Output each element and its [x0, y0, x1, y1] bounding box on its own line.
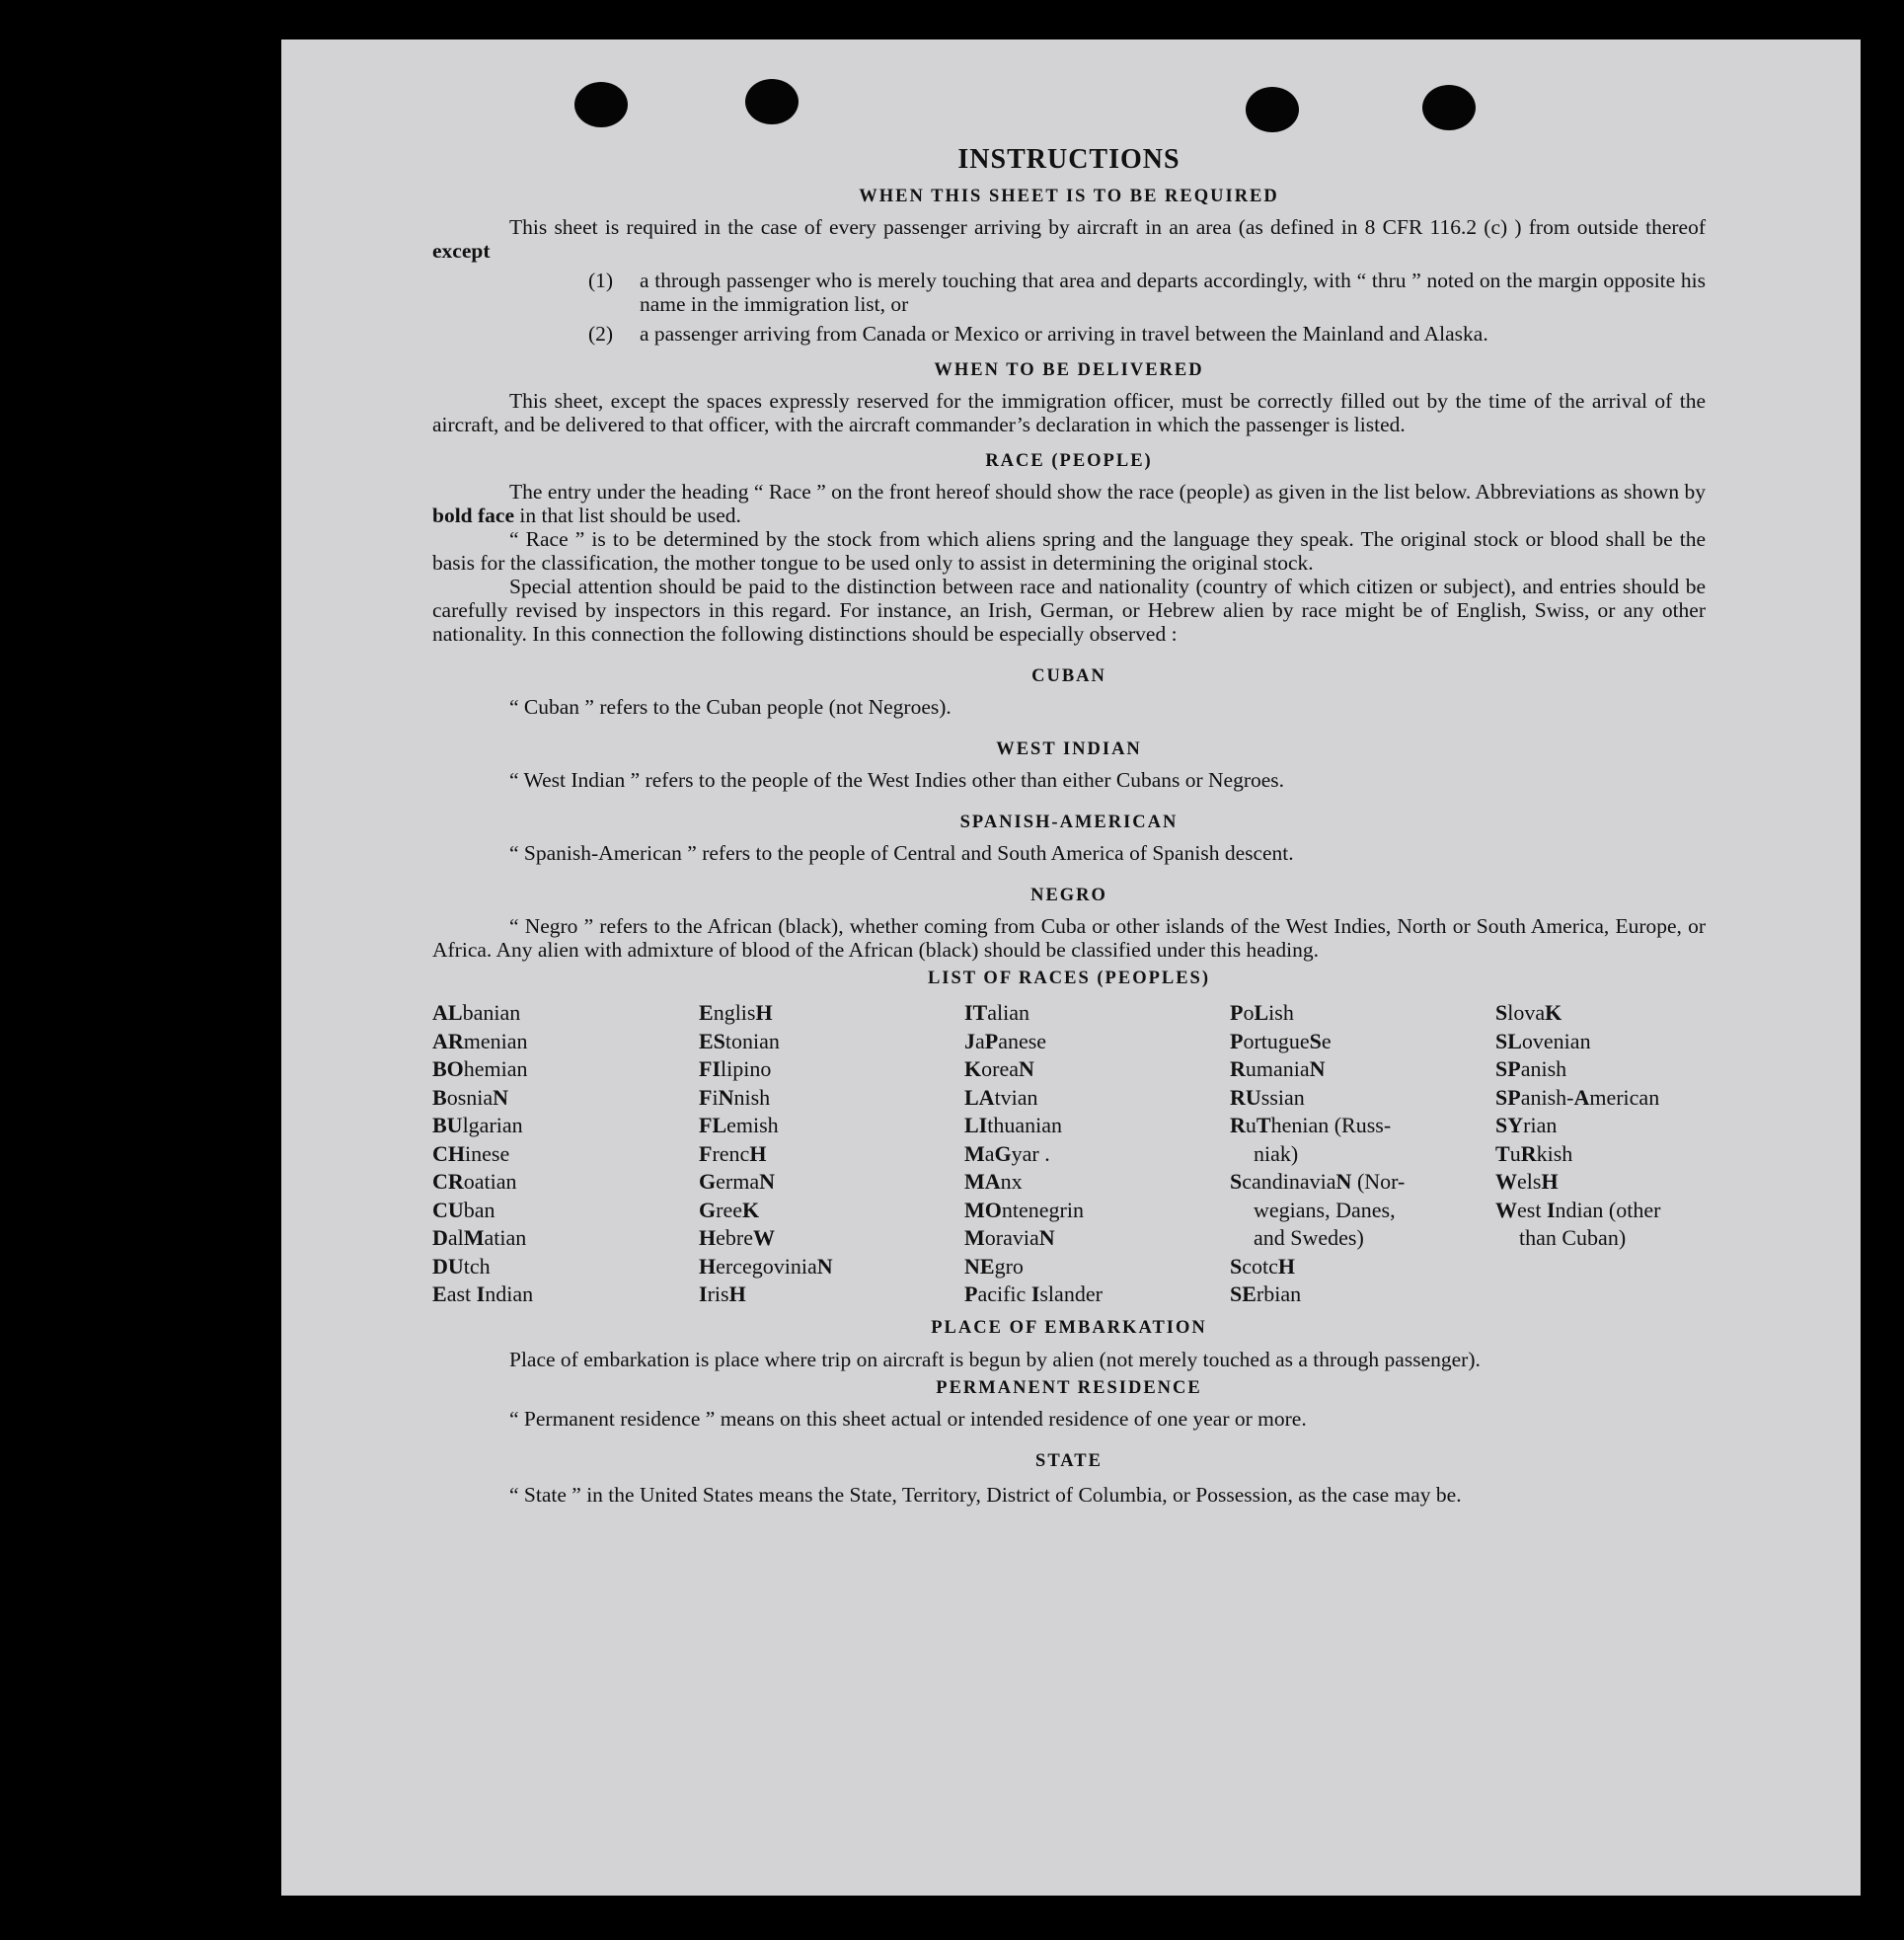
race-entry: SLovenian: [1495, 1028, 1591, 1053]
race-entry: HercegoviniaN: [699, 1253, 833, 1279]
paragraph: “ Negro ” refers to the African (black), whether coming from Cuba or other islands of the West Indies, North or South America, Europe, or Africa. Any alien with admixture of blood of the African (black) should be classified under this heading.: [432, 914, 1706, 962]
race-entry: ITalian: [964, 1000, 1030, 1025]
race-entry: TuRkish: [1495, 1140, 1573, 1166]
race-column: [1230, 999, 1495, 1309]
punch-hole: [1422, 85, 1476, 130]
race-entry: MaGyar .: [964, 1140, 1050, 1166]
race-entry: WelsH: [1495, 1169, 1559, 1194]
section-heading: RACE (PEOPLE): [985, 451, 1153, 471]
paragraph: Special attention should be paid to the distinction between race and nationality (country of which citizen or subject), and entries should be carefully revised by inspectors in this regard. For instance, an Irish, German, or Hebrew alien by race might be of English, Swiss, or any other nationality. In this connection the following distinctions should be especially observed :: [432, 575, 1706, 646]
section-heading: NEGRO: [1030, 886, 1107, 905]
race-entry: CRoatian: [432, 1169, 517, 1194]
race-entry: ScotcH: [1230, 1253, 1296, 1279]
race-entry: and Swedes): [1254, 1225, 1364, 1250]
race-list: [432, 999, 1706, 1309]
race-entry: niak): [1254, 1140, 1299, 1166]
race-entry: EnglisH: [699, 1000, 773, 1025]
paragraph: “ Permanent residence ” means on this sheet actual or intended residence of one year or more.: [509, 1406, 1307, 1431]
race-entry: than Cuban): [1519, 1225, 1627, 1250]
race-entry: DalMatian: [432, 1225, 527, 1250]
section-heading: LIST OF RACES (PEOPLES): [927, 969, 1211, 988]
race-entry: FLemish: [699, 1113, 779, 1137]
paragraph: “ Spanish-American ” refers to the people of Central and South America of Spanish descent.: [509, 841, 1294, 865]
race-entry: Pacific Islander: [964, 1281, 1103, 1306]
race-entry: SYrian: [1495, 1113, 1558, 1137]
race-entry: RuThenian (Russ-: [1230, 1113, 1392, 1137]
section-heading: STATE: [1035, 1450, 1103, 1471]
race-column: [964, 999, 1230, 1309]
race-entry: ALbanian: [432, 1000, 521, 1025]
section-heading: WEST INDIAN: [996, 739, 1142, 759]
race-entry: DUtch: [432, 1253, 491, 1279]
race-entry: SlovaK: [1495, 1000, 1562, 1025]
paragraph: “ West Indian ” refers to the people of the West Indies other than either Cubans or Negroes.: [509, 768, 1285, 792]
punch-hole: [1246, 87, 1299, 132]
race-entry: FrencH: [699, 1140, 767, 1166]
race-column: [699, 999, 964, 1309]
race-entry: wegians, Danes,: [1254, 1197, 1396, 1222]
race-entry: RumaniaN: [1230, 1056, 1326, 1081]
instructions-content: [432, 144, 1706, 1510]
paragraph: Place of embarkation is place where trip on aircraft is begun by alien (not merely touched as a through passenger).: [509, 1347, 1481, 1371]
race-entry: GermaN: [699, 1169, 775, 1194]
race-entry: HebreW: [699, 1225, 775, 1250]
race-entry: BUlgarian: [432, 1113, 523, 1137]
race-entry: MoraviaN: [964, 1225, 1055, 1250]
race-entry: BOhemian: [432, 1056, 528, 1081]
section-heading: PERMANENT RESIDENCE: [936, 1377, 1202, 1398]
race-entry: JaPanese: [964, 1028, 1047, 1053]
race-entry: FiNnish: [699, 1084, 771, 1110]
punch-hole: [745, 79, 799, 124]
race-entry: SPanish: [1495, 1056, 1567, 1081]
paragraph: “ Race ” is to be determined by the stock from which aliens spring and the language they speak. The original stock or blood shall be the basis for the classification, the mother tongue to be used only to assist in determining the original stock.: [432, 527, 1706, 575]
race-entry: RUssian: [1230, 1084, 1305, 1110]
section-heading: PLACE OF EMBARKATION: [931, 1317, 1207, 1338]
section-heading: CUBAN: [1031, 666, 1106, 686]
race-entry: LIthuanian: [964, 1113, 1063, 1137]
paragraph: The entry under the heading “ Race ” on the front hereof should show the race (people) as given in the list below. Abbreviations as shown by bold face in that list should be used.: [432, 480, 1706, 527]
race-entry: IrisH: [699, 1281, 746, 1306]
race-entry: SPanish-American: [1495, 1084, 1660, 1110]
document-sheet: [281, 39, 1861, 1896]
race-entry: MOntenegrin: [964, 1197, 1084, 1222]
race-column: [1495, 999, 1706, 1309]
section-heading: WHEN THIS SHEET IS TO BE REQUIRED: [859, 187, 1279, 206]
list-item: (2) a passenger arriving from Canada or Mexico or arriving in travel between the Mainland and Alaska.: [588, 322, 1488, 346]
race-entry: ScandinaviaN (Nor-: [1230, 1169, 1406, 1194]
list-item: (1) a through passenger who is merely touching that area and departs accordingly, with “ thru ” noted on the margin opposite his name in the immigration list, or: [588, 269, 1706, 316]
punch-hole: [574, 82, 628, 127]
race-entry: CUban: [432, 1197, 495, 1222]
race-entry: KoreaN: [964, 1056, 1034, 1081]
race-entry: EStonian: [699, 1028, 780, 1053]
race-entry: FIlipino: [699, 1056, 772, 1081]
race-entry: GreeK: [699, 1197, 760, 1222]
race-entry: SErbian: [1230, 1281, 1302, 1306]
paragraph: This sheet is required in the case of every passenger arriving by aircraft in an area (as defined in 8 CFR 116.2 (c) ) from outside thereof except: [432, 215, 1706, 263]
race-entry: PortugueSe: [1230, 1028, 1332, 1053]
race-column: [432, 999, 699, 1309]
race-entry: ARmenian: [432, 1028, 528, 1053]
race-entry: LAtvian: [964, 1084, 1038, 1110]
race-entry: NEgro: [964, 1253, 1024, 1279]
race-entry: East Indian: [432, 1281, 534, 1306]
paragraph: “ Cuban ” refers to the Cuban people (not Negroes).: [509, 695, 952, 719]
paragraph: “ State ” in the United States means the State, Territory, District of Columbia, or Possession, as the case may be.: [509, 1482, 1462, 1507]
race-entry: MAnx: [964, 1169, 1023, 1194]
section-heading: WHEN TO BE DELIVERED: [934, 360, 1204, 380]
section-heading: SPANISH-AMERICAN: [959, 813, 1179, 832]
race-entry: BosniaN: [432, 1084, 509, 1110]
race-entry: West Indian (other: [1495, 1197, 1661, 1222]
race-entry: CHinese: [432, 1140, 510, 1166]
paragraph: This sheet, except the spaces expressly reserved for the immigration officer, must be correctly filled out by the time of the arrival of the aircraft, and be delivered to that officer, with the aircraft commander’s declaration in which the passenger is listed.: [432, 389, 1706, 436]
page-title: INSTRUCTIONS: [957, 144, 1180, 175]
race-entry: PoLish: [1230, 1000, 1294, 1025]
